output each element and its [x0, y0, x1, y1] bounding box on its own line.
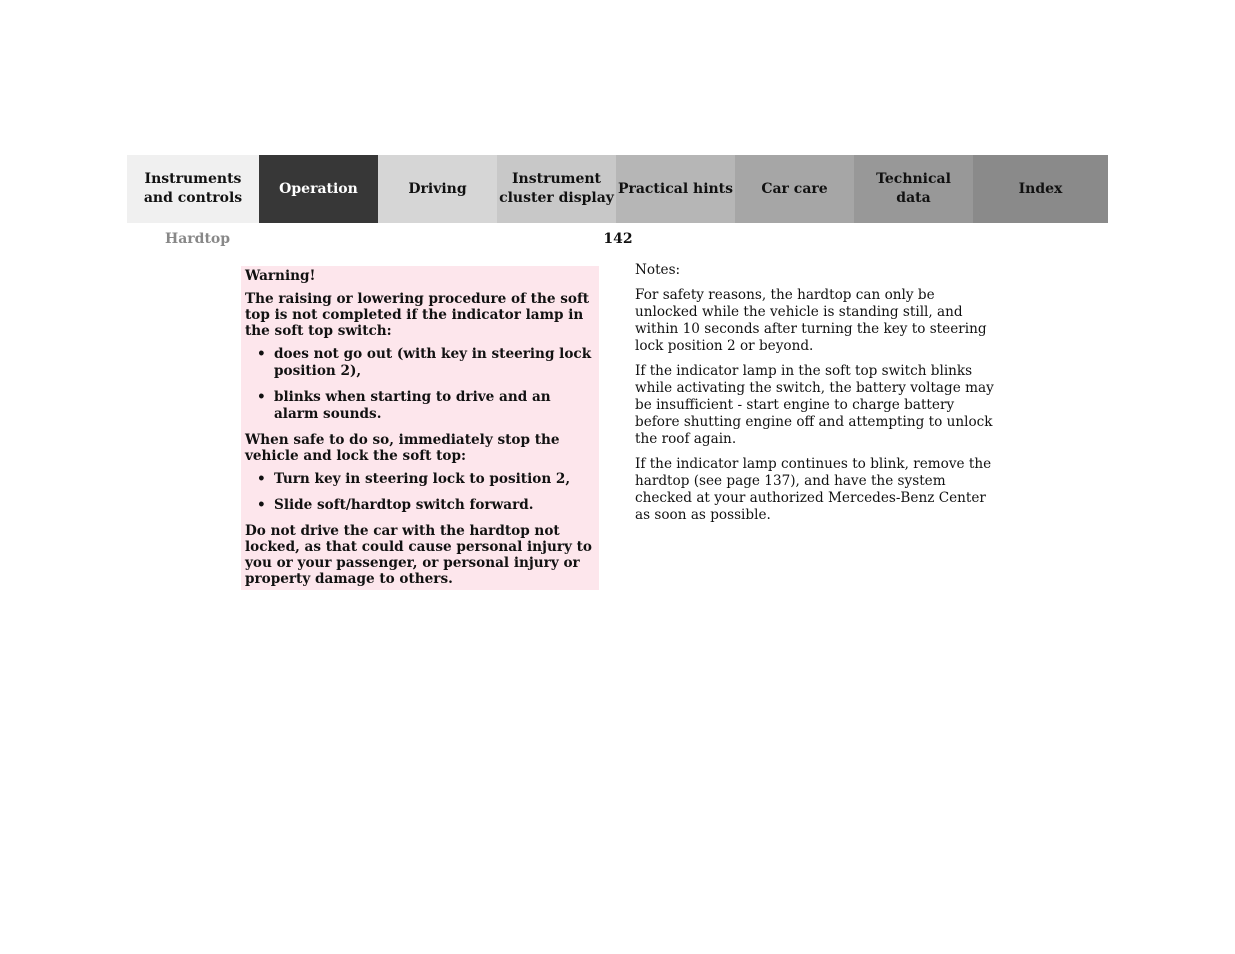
tab-technical-data[interactable]: Technical data: [854, 155, 973, 223]
list-item-text: Turn key in steering lock to position 2,: [274, 471, 571, 487]
bullet-icon: •: [257, 389, 266, 405]
warning-instruction: When safe to do so, immediately stop the vehicle and lock the soft top:: [245, 432, 560, 464]
warning-box: [241, 266, 599, 590]
warning-title: Warning!: [245, 268, 316, 284]
warning-steps-list: [245, 471, 595, 514]
section-title: Hardtop: [165, 231, 231, 247]
list-item: [245, 389, 595, 423]
list-item: [245, 497, 595, 514]
list-item: [245, 346, 595, 380]
notes-paragraph: For safety reasons, the hardtop can only be unlocked while the vehicle is standing still, and within 10 seconds after turning the key to steering lock position 2 or beyond.: [635, 287, 987, 354]
notes-section: [635, 262, 995, 532]
bullet-icon: •: [257, 497, 266, 513]
tab-instruments-and-controls[interactable]: Instruments and controls: [127, 155, 259, 223]
tab-instrument-cluster-display[interactable]: Instrument cluster display: [497, 155, 616, 223]
list-item-text: does not go out (with key in steering lock position 2),: [274, 346, 592, 379]
tab-operation[interactable]: Operation: [259, 155, 378, 223]
chapter-nav: [127, 155, 1108, 223]
page-number: 142: [603, 231, 633, 247]
bullet-icon: •: [257, 346, 266, 362]
tab-index[interactable]: Index: [973, 155, 1108, 223]
notes-paragraph: If the indicator lamp in the soft top switch blinks while activating the switch, the battery voltage may be insufficient - start engine to charge battery before shutting engine off and attempting to unlock the roof again.: [635, 363, 994, 447]
list-item-text: blinks when starting to drive and an alarm sounds.: [274, 389, 551, 422]
tab-practical-hints[interactable]: Practical hints: [616, 155, 735, 223]
notes-paragraph: If the indicator lamp continues to blink, remove the hardtop (see page 137), and have the system checked at your authorized Mercedes-Benz Center as soon as possible.: [635, 456, 992, 523]
notes-heading: Notes:: [635, 262, 681, 278]
tab-driving[interactable]: Driving: [378, 155, 497, 223]
warning-conditions-list: [245, 346, 595, 423]
tab-car-care[interactable]: Car care: [735, 155, 854, 223]
bullet-icon: •: [257, 471, 266, 487]
warning-intro: The raising or lowering procedure of the soft top is not completed if the indicator lamp in the soft top switch:: [245, 291, 590, 339]
warning-closing: Do not drive the car with the hardtop not locked, as that could cause personal injury to you or your passenger, or personal injury or property damage to others.: [245, 523, 592, 587]
list-item: [245, 471, 595, 488]
list-item-text: Slide soft/hardtop switch forward.: [274, 497, 534, 513]
